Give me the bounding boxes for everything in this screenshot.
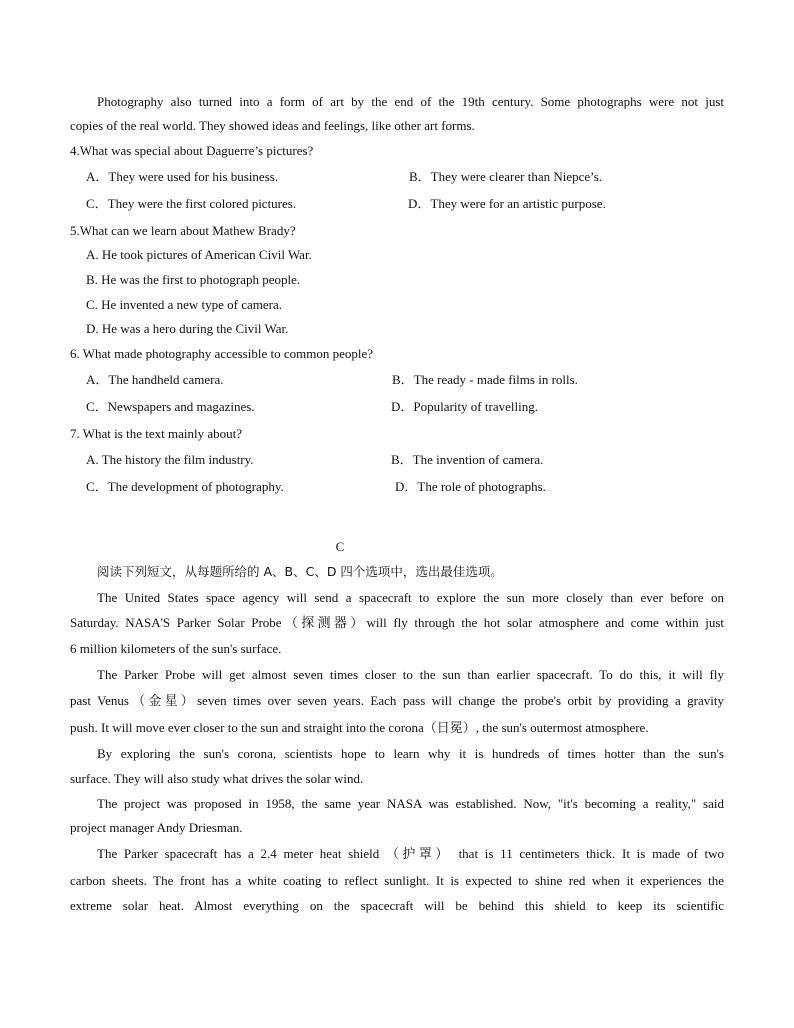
paragraph-line: The Parker Probe will get almost seven times closer to the sun than earlier spacecraft. To do this, it will fly: [97, 667, 724, 682]
paragraph-line: Saturday. NASA'S Parker Solar Probe（探测器）will fly through the hot solar atmosphere and come within just: [70, 615, 724, 630]
option-a: A. The history the film industry.: [86, 452, 254, 467]
question-stem: 6. What made photography accessible to common people?: [70, 346, 373, 361]
option-d: D．They were for an artistic purpose.: [408, 196, 606, 211]
paragraph-line: Photography also turned into a form of art by the end of the 19th century. Some photographs were not just: [97, 94, 724, 109]
paragraph-line: carbon sheets. The front has a white coating to reflect sunlight. It is expected to shine red when it experiences the: [70, 873, 724, 888]
paragraph-line: past Venus（金星）seven times over seven years. Each pass will change the probe's orbit by providing a gravity: [70, 693, 724, 708]
paragraph-line: The United States space agency will send a spacecraft to explore the sun more closely than ever before on: [97, 590, 724, 605]
question-stem: 4.What was special about Daguerre’s pictures?: [70, 143, 314, 158]
paragraph-line: project manager Andy Driesman.: [70, 820, 243, 835]
option-d: D．Popularity of travelling.: [391, 399, 538, 414]
option-a: A．They were used for his business.: [86, 169, 279, 184]
paragraph-line: copies of the real world. They showed ideas and feelings, like other art forms.: [70, 118, 475, 133]
section-instruction: 阅读下列短文，从每题所给的 A、B、C、D 四个选项中，选出最佳选项。: [97, 564, 503, 579]
option-b: B．The invention of camera.: [391, 452, 544, 467]
option-b: B．The ready - made films in rolls.: [392, 372, 578, 387]
paragraph-line: surface. They will also study what drives the solar wind.: [70, 771, 364, 786]
paragraph-line: extreme solar heat. Almost everything on the spacecraft will be behind this shield to keep its scientific: [70, 898, 724, 913]
paragraph-line: push. It will move ever closer to the sun and straight into the corona（日冕）, the sun's outermost atmosphere.: [70, 720, 649, 735]
section-letter: C: [335, 539, 345, 554]
paragraph-line: By exploring the sun's corona, scientists hope to learn why it is hundreds of times hotter than the sun's: [97, 746, 724, 761]
question-stem: 7. What is the text mainly about?: [70, 426, 242, 441]
option-c: C. He invented a new type of camera.: [86, 297, 283, 312]
option-a: A. He took pictures of American Civil War.: [86, 247, 312, 262]
option-a: A．The handheld camera.: [86, 372, 224, 387]
paragraph-line: The Parker spacecraft has a 2.4 meter heat shield （护罩） that is 11 centimeters thick. It is made of two: [97, 846, 724, 861]
paragraph-line: 6 million kilometers of the sun's surface.: [70, 641, 282, 656]
option-c: C．The development of photography.: [86, 479, 284, 494]
option-b: B．They were clearer than Niepce’s.: [409, 169, 603, 184]
option-d: D．The role of photographs.: [395, 479, 546, 494]
option-c: C．They were the first colored pictures.: [86, 196, 297, 211]
option-d: D. He was a hero during the Civil War.: [86, 321, 289, 336]
paragraph-line: The project was proposed in 1958, the same year NASA was established. Now, "it's becoming a reality," said: [97, 796, 724, 811]
option-c: C．Newspapers and magazines.: [86, 399, 255, 414]
question-stem: 5.What can we learn about Mathew Brady?: [70, 223, 296, 238]
option-b: B. He was the first to photograph people.: [86, 272, 301, 287]
